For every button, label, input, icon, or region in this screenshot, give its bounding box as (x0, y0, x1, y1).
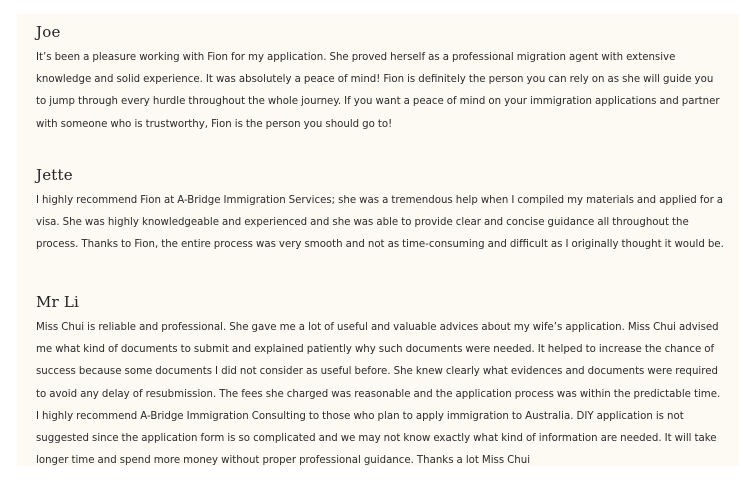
testimonial-author: Joe (36, 23, 61, 41)
testimonials-panel (17, 14, 739, 466)
testimonial-joe (36, 21, 726, 136)
testimonial-text: It’s been a pleasure working with Fion for my application. She proved herself as a professional migration agent with extensive knowledge and solid experience. It was absolutely a peace of mind! Fion is definitely the person you can rely on as she will guide you to jump through every hurdle throughout the whole journey. If you want a peace of mind on your immigration applications and partner with someone who is trustworthy, Fion is the person you should go to! (36, 52, 720, 130)
testimonial-author: Mr Li (36, 293, 80, 311)
testimonial-text: I highly recommend Fion at A-Bridge Immigration Services; she was a tremendous help when I compiled my materials and applied for a visa. She was highly knowledgeable and experienced and she was able to provide clear and concise guidance all throughout the process. Thanks to Fion, the entire process was very smooth and not as time-consuming and difficult as I originally thought it would be. (36, 195, 724, 251)
testimonial-jette (36, 164, 726, 257)
testimonial-author: Jette (36, 166, 73, 184)
testimonial-text: Miss Chui is reliable and professional. She gave me a lot of useful and valuable advices about my wife’s application. Miss Chui advised me what kind of documents to submit and explained patiently why such documents were needed. It helped to increase the chance of success because some documents I did not consider as useful before. She knew clearly what evidences and documents were required to avoid any delay of resubmission. The fees she charged was reasonable and the application process was within the predictable time. I highly recommend A-Bridge Immigration Consulting to those who plan to apply immigration to Australia. DIY application is not suggested since the application form is so complicated and we may not know exactly what kind of information are needed. It will take longer time and spend more money without proper professional guidance. Thanks a lot Miss Chui (36, 322, 721, 467)
testimonial-mr-li (36, 291, 726, 472)
